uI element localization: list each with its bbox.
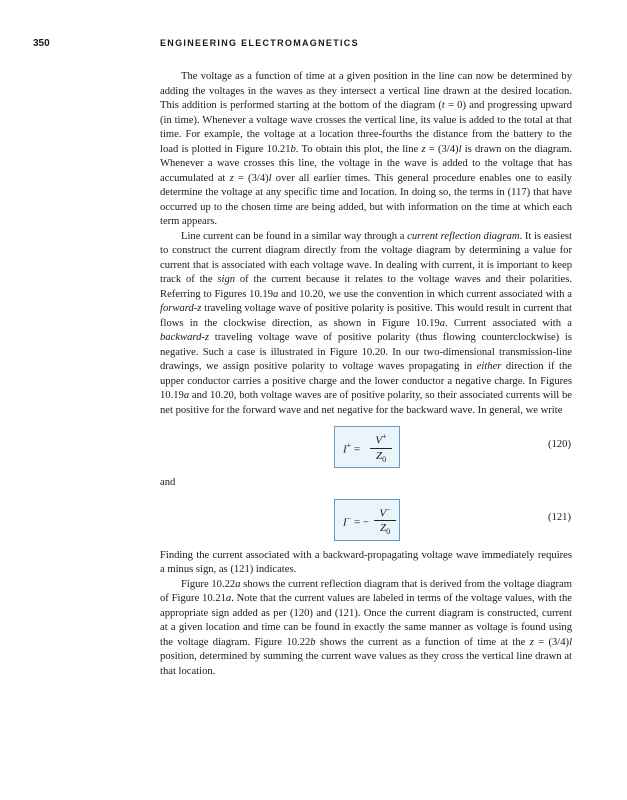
equation-121 [160, 499, 572, 543]
paragraph: Line current can be found in a similar way through a current reflection diagram. It is easiest to construct the current diagram directly from the voltage diagram by determining a value for current that is associated with each voltage wave. In dealing with current, it is important to keep track of the sign of the current because it relates to the voltage waves and their polarities. Referring to Figures 10.19a and 10.20, we use the convention in which current associated with a forward-z traveling voltage wave of positive polarity is positive. This would result in current that flows in the clockwise direction, as shown in Figure 10.19a. Current associated with a backward-z traveling voltage wave of positive polarity (thus flowing counterclockwise) is negative. Such a case is illustrated in Figure 10.20. In our two-dimensional transmission-line drawings, we assign positive polarity to voltage waves propagating in either direction if the upper conductor carries a positive charge and the lower conductor a negative charge. In Figures 10.19a and 10.20, both voltage waves are of positive polarity, so their associated currents will be net positive for the forward wave and net negative for the backward wave. In general, we write [160, 230, 572, 416]
equation-number: (120) [548, 439, 571, 450]
paragraph: Figure 10.22a shows the current reflection diagram that is derived from the voltage diagram of Figure 10.21a. Note that the current values are labeled in terms of the voltage values, with the appropriate sign added as per (120) and (121). Once the current diagram is constructed, current at a given location and time can be found in exactly the same manner as voltage is found using the voltage diagram. Figure 10.22b shows the current as a function of time at the z = (3/4)l position, determined by summing the current wave values as they cross the vertical line drawn at that location. [160, 578, 573, 677]
paragraph: Finding the current associated with a backward-propagating voltage wave immediately requires a minus sign, as (121) indicates. [160, 549, 572, 575]
body-text [160, 70, 572, 679]
equation-fraction: V− $Z_0$ [373, 503, 397, 540]
equation-lhs: I− = − [343, 513, 370, 529]
equation-120 [160, 426, 572, 470]
page-number: 350 [33, 38, 50, 49]
paragraph: The voltage as a function of time at a given position in the line can now be determined by adding the voltages in the waves as they intersect a vertical line drawn at the desired location. This addition is performed starting at the bottom of the diagram (t = 0) and progressing upward (in time). Whenever a voltage wave crosses the vertical line, its value is added to the total at that time. For example, the voltage at a location three-fourths the distance from the battery to the load is plotted in Figure 10.21b. To obtain this plot, the line z = (3/4)l is drawn on the diagram. Whenever a wave crosses this line, the voltage in the wave is added to the voltage that has accumulated at z = (3/4)l over all earlier times. This general procedure enables one to easily determine the voltage at any specific time and location. In doing so, the terms in (117) that have occurred up to the chosen time are being added, but with information on the time at which each term appears. [160, 71, 572, 227]
equation-lhs: I+ = [343, 441, 361, 456]
equation-fraction: V+ $Z_0$ [369, 430, 393, 467]
connector-text: and [160, 477, 176, 488]
equation-box [334, 426, 400, 468]
running-head: ENGINEERING ELECTROMAGNETICS [160, 38, 359, 48]
equation-box [334, 499, 400, 541]
equation-number: (121) [548, 511, 571, 523]
